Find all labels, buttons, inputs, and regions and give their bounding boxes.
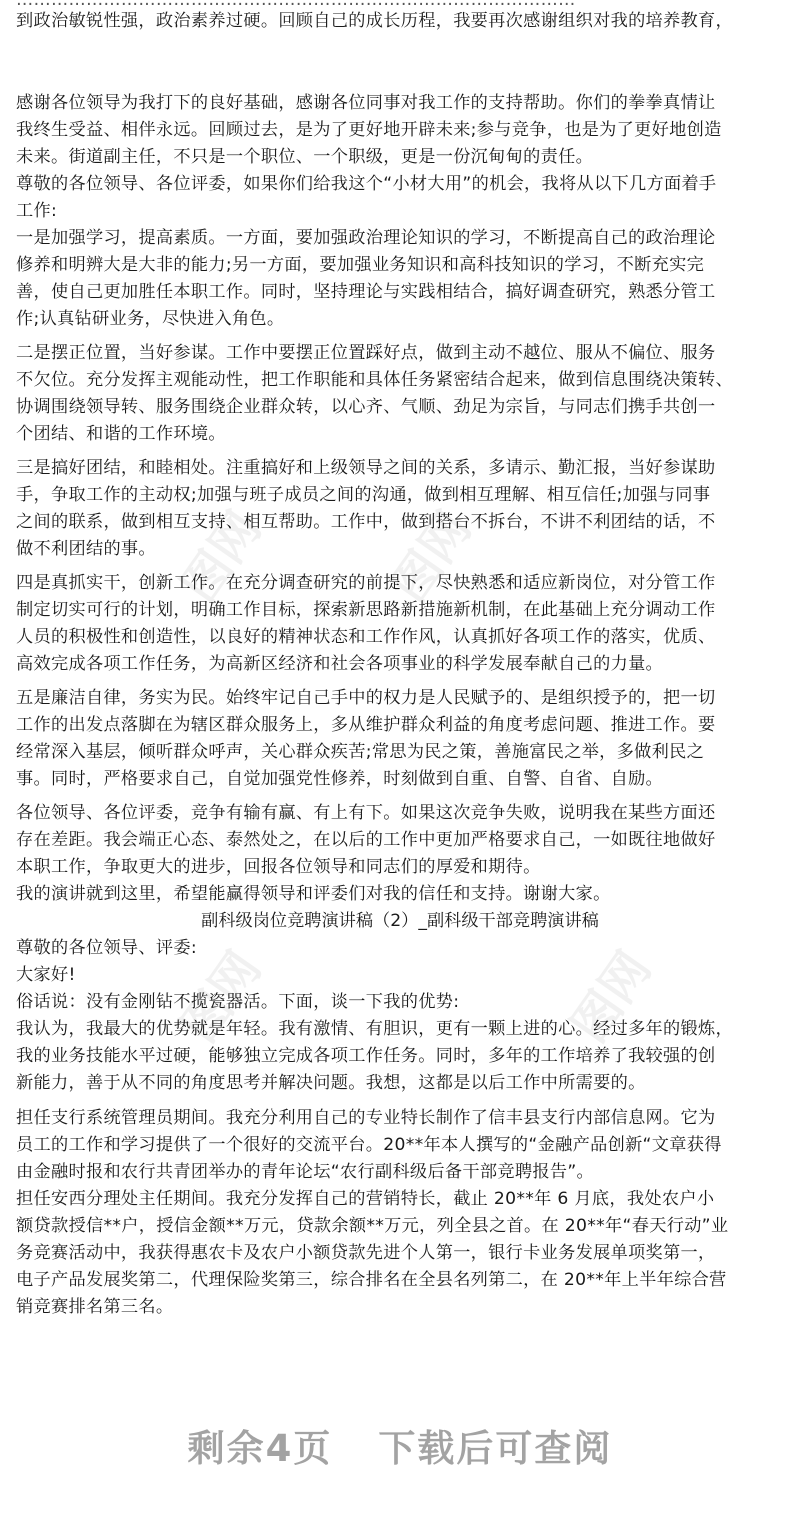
body-line: 个团结、和谐的工作环境。	[16, 424, 226, 444]
body-line: 电子产品发展奖第二，代理保险奖第三，综合排名在全县名列第二，在 20**年上半年综合营	[16, 1270, 727, 1290]
body-line: 做不利团结的事。	[16, 539, 156, 559]
body-line: 人员的积极性和创造性，以良好的精神状态和工作作风，认真抓好各项工作的落实，优质、	[16, 627, 716, 647]
body-line: 尊敬的各位领导、各位评委，如果你们给我这个“小材大用”的机会，我将从以下几方面着手	[16, 174, 717, 194]
body-line: 额贷款授信**户，授信金额**万元，贷款余额**万元，列全县之首。在 20**年“春天行动”业	[16, 1216, 729, 1236]
body-line: 我认为，我最大的优势就是年轻。我有激情、有胆识，更有一颗上进的心。经过多年的锻炼，	[16, 1019, 733, 1039]
body-line: 工作的出发点落脚在为辖区群众服务上，多从维护群众利益的角度考虑问题、推进工作。要	[16, 715, 716, 735]
download-prompt[interactable]	[0, 1418, 800, 1472]
body-line: 未来。街道副主任，不只是一个职位、一个职级，更是一份沉甸甸的责任。	[16, 147, 594, 167]
body-line: 我的演讲就到这里，希望能赢得领导和评委们对我的信任和支持。谢谢大家。	[16, 884, 611, 904]
body-line: 工作:	[16, 201, 58, 221]
body-line: 善，使自己更加胜任本职工作。同时，坚持理论与实践相结合，搞好调查研究，熟悉分管工	[16, 282, 716, 302]
body-line: 高效完成各项工作任务，为高新区经济和社会各项事业的科学发展奉献自己的力量。	[16, 654, 664, 674]
body-line: 销竞赛排名第三名。	[16, 1297, 174, 1317]
body-line: 我的业务技能水平过硬，能够独立完成各项工作任务。同时，多年的工作培养了我较强的创	[16, 1046, 716, 1066]
download-to-view-label[interactable]: 下载后可查阅	[378, 1427, 613, 1470]
body-line: 事。同时，严格要求自己，自觉加强党性修养，时刻做到自重、自警、自省、自励。	[16, 769, 664, 789]
body-line: 之间的联系，做到相互支持、相互帮助。工作中，做到搭台不拆台，不讲不利团结的话，不	[16, 512, 716, 532]
body-line: 俗话说：没有金刚钻不揽瓷器活。下面，谈一下我的优势:	[16, 992, 460, 1012]
body-line: 协调围绕领导转、服务围绕企业群众转，以心齐、气顺、劲足为宗旨，与同志们携手共创一	[16, 397, 716, 417]
body-line: 三是搞好团结，和睦相处。注重搞好和上级领导之间的关系，多请示、勤汇报，当好参谋助	[16, 458, 716, 478]
body-line: 二是摆正位置，当好参谋。工作中要摆正位置踩好点，做到主动不越位、服从不偏位、服务	[16, 343, 716, 363]
body-line: 制定切实可行的计划，明确工作目标，探索新思路新措施新机制，在此基础上充分调动工作	[16, 600, 716, 620]
watermark: 图网	[381, 501, 483, 613]
body-line: 到政治敏锐性强，政治素养过硬。回顾自己的成长历程，我要再次感谢组织对我的培养教育，	[16, 11, 733, 31]
body-line: 五是廉洁自律，务实为民。始终牢记自己手中的权力是人民赋予的、是组织授予的，把一切	[16, 688, 716, 708]
body-line: 经常深入基层，倾听群众呼声，关心群众疾苦;常思为民之策，善施富民之举，多做利民之	[16, 742, 705, 762]
body-line: 员工的工作和学习提供了一个很好的交流平台。20**年本人撰写的“金融产品创新“文章获得	[16, 1135, 722, 1155]
body-line: 尊敬的各位领导、评委:	[16, 938, 197, 958]
remaining-pages-label: 剩余4页	[187, 1427, 333, 1470]
body-line: 各位领导、各位评委，竞争有输有赢、有上有下。如果这次竞争失败，说明我在某些方面还	[16, 803, 716, 823]
body-line: 四是真抓实干，创新工作。在充分调查研究的前提下，尽快熟悉和适应新岗位，对分管工作	[16, 573, 716, 593]
body-line: 务竞赛活动中，我获得惠农卡及农户小额贷款先进个人第一，银行卡业务发展单项奖第一，	[16, 1243, 716, 1263]
body-line: 存在差距。我会端正心态、泰然处之，在以后的工作中更加严格要求自己，一如既往地做好	[16, 830, 716, 850]
body-line: 本职工作，争取更大的进步，回报各位领导和同志们的厚爱和期待。	[16, 857, 541, 877]
body-line: 担任安西分理处主任期间。我充分发挥自己的营销特长，截止 20**年 6 月底，我处农户小	[16, 1189, 715, 1209]
section-title: 副科级岗位竞聘演讲稿（2）_副科级干部竞聘演讲稿	[201, 911, 599, 931]
body-line: 手，争取工作的主动权;加强与班子成员之间的沟通，做到相互理解、相互信任;加强与同事	[16, 485, 711, 505]
body-line: 不欠位。充分发挥主观能动性，把工作职能和具体任务紧密结合起来，做到信息围绕决策转、	[16, 370, 733, 390]
body-line: 作;认真钻研业务，尽快进入角色。	[16, 309, 285, 329]
body-line: 担任支行系统管理员期间。我充分利用自己的专业特长制作了信丰县支行内部信息网。它为	[16, 1108, 716, 1128]
body-line: 新能力，善于从不同的角度思考并解决问题。我想，这都是以后工作中所需要的。	[16, 1073, 646, 1093]
body-line: 由金融时报和农行共青团举办的青年论坛“农行副科级后备干部竞聘报告”。	[16, 1162, 595, 1182]
watermark: 图网	[171, 501, 273, 613]
body-line: 我终生受益、相伴永远。回顾过去，是为了更好地开辟未来;参与竞争，也是为了更好地创造	[16, 120, 722, 140]
body-line: 感谢各位领导为我打下的良好基础，感谢各位同事对我工作的支持帮助。你们的拳拳真情让	[16, 93, 716, 113]
clipped-text-line: ……………………………………………………………………………………	[16, 0, 576, 10]
body-line: 修养和明辨大是大非的能力;另一方面，要加强业务知识和高科技知识的学习，不断充实完	[16, 255, 705, 275]
body-line: 一是加强学习，提高素质。一方面，要加强政治理论知识的学习，不断提高自己的政治理论	[16, 228, 716, 248]
watermark: 图网	[171, 941, 273, 1053]
watermark: 图网	[561, 941, 663, 1053]
body-line: 大家好!	[16, 965, 76, 985]
